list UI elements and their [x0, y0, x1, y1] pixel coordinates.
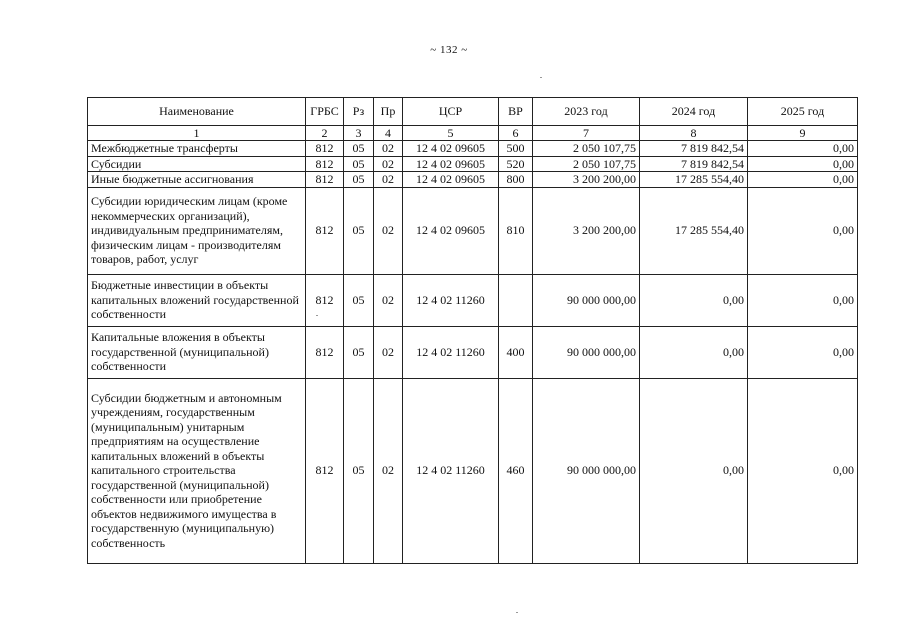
- row-2023: 90 000 000,00: [533, 326, 640, 378]
- table-row: [88, 378, 858, 563]
- column-number: 3: [344, 126, 374, 141]
- row-pr: 02: [374, 378, 403, 563]
- scan-speck: [540, 77, 542, 78]
- row-name: Субсидии юридическим лицам (кроме некоммерческих организаций), индивидуальным предпринимателям, физическим лицам - производителям товаров, работ, услуг: [88, 187, 306, 274]
- column-number: 7: [533, 126, 640, 141]
- row-grbs: 812: [306, 274, 344, 326]
- budget-table: [87, 97, 858, 564]
- header-name: Наименование: [88, 98, 306, 126]
- row-pr: 02: [374, 326, 403, 378]
- row-rz: 05: [344, 141, 374, 157]
- header-csr: ЦСР: [403, 98, 499, 126]
- row-vr: 520: [499, 156, 533, 172]
- row-pr: 02: [374, 187, 403, 274]
- row-2025: 0,00: [748, 274, 858, 326]
- header-rz: Рз: [344, 98, 374, 126]
- row-grbs: 812: [306, 156, 344, 172]
- column-number: 4: [374, 126, 403, 141]
- row-2024: 17 285 554,40: [640, 187, 748, 274]
- row-pr: 02: [374, 141, 403, 157]
- table-row: [88, 187, 858, 274]
- header-2023: 2023 год: [533, 98, 640, 126]
- table-row: [88, 274, 858, 326]
- row-2025: 0,00: [748, 172, 858, 188]
- row-pr: 02: [374, 156, 403, 172]
- row-2023: 3 200 200,00: [533, 172, 640, 188]
- scan-speck: [316, 315, 318, 316]
- row-2025: 0,00: [748, 141, 858, 157]
- row-csr: 12 4 02 11260: [403, 274, 499, 326]
- header-row: [88, 98, 858, 126]
- row-2024: 0,00: [640, 378, 748, 563]
- row-vr: 800: [499, 172, 533, 188]
- row-name: Капитальные вложения в объекты государственной (муниципальной) собственности: [88, 326, 306, 378]
- header-vr: ВР: [499, 98, 533, 126]
- row-vr: [499, 274, 533, 326]
- row-2024: 0,00: [640, 326, 748, 378]
- row-csr: 12 4 02 09605: [403, 156, 499, 172]
- column-number: 5: [403, 126, 499, 141]
- table-row: [88, 326, 858, 378]
- row-2023: 2 050 107,75: [533, 141, 640, 157]
- row-pr: 02: [374, 274, 403, 326]
- row-vr: 400: [499, 326, 533, 378]
- row-csr: 12 4 02 11260: [403, 326, 499, 378]
- row-2023: 90 000 000,00: [533, 274, 640, 326]
- row-csr: 12 4 02 09605: [403, 172, 499, 188]
- column-number: 2: [306, 126, 344, 141]
- column-number: 6: [499, 126, 533, 141]
- row-vr: 810: [499, 187, 533, 274]
- column-number: 9: [748, 126, 858, 141]
- row-pr: 02: [374, 172, 403, 188]
- row-rz: 05: [344, 274, 374, 326]
- header-grbs: ГРБС: [306, 98, 344, 126]
- header-2025: 2025 год: [748, 98, 858, 126]
- row-rz: 05: [344, 187, 374, 274]
- row-name: Субсидии бюджетным и автономным учреждениям, государственным (муниципальным) унитарным предприятиям на осуществление капитальных вложений в объекты капитального строительства государственной (муниципальной) собственности или приобретение объектов недвижимого имущества в государственную (муниципальную) собственность: [88, 378, 306, 563]
- table-row: [88, 141, 858, 157]
- row-name: Иные бюджетные ассигнования: [88, 172, 306, 188]
- row-2024: 17 285 554,40: [640, 172, 748, 188]
- row-2025: 0,00: [748, 156, 858, 172]
- row-2023: 2 050 107,75: [533, 156, 640, 172]
- table-row: [88, 156, 858, 172]
- row-rz: 05: [344, 326, 374, 378]
- row-2023: 90 000 000,00: [533, 378, 640, 563]
- header-pr: Пр: [374, 98, 403, 126]
- row-2025: 0,00: [748, 187, 858, 274]
- page-number: ~ 132 ~: [430, 44, 468, 56]
- row-grbs: 812: [306, 326, 344, 378]
- row-vr: 500: [499, 141, 533, 157]
- row-csr: 12 4 02 11260: [403, 378, 499, 563]
- row-2025: 0,00: [748, 378, 858, 563]
- row-grbs: 812: [306, 141, 344, 157]
- row-rz: 05: [344, 156, 374, 172]
- row-grbs: 812: [306, 187, 344, 274]
- row-csr: 12 4 02 09605: [403, 141, 499, 157]
- row-2023: 3 200 200,00: [533, 187, 640, 274]
- scan-speck: [516, 612, 518, 613]
- row-grbs: 812: [306, 172, 344, 188]
- table-row: [88, 172, 858, 188]
- column-number: 8: [640, 126, 748, 141]
- column-number: 1: [88, 126, 306, 141]
- row-vr: 460: [499, 378, 533, 563]
- row-name: Субсидии: [88, 156, 306, 172]
- row-name: Бюджетные инвестиции в объекты капитальных вложений государственной собственности: [88, 274, 306, 326]
- row-grbs: 812: [306, 378, 344, 563]
- row-2024: 7 819 842,54: [640, 156, 748, 172]
- row-csr: 12 4 02 09605: [403, 187, 499, 274]
- row-rz: 05: [344, 172, 374, 188]
- row-rz: 05: [344, 378, 374, 563]
- row-2025: 0,00: [748, 326, 858, 378]
- row-2024: 7 819 842,54: [640, 141, 748, 157]
- header-2024: 2024 год: [640, 98, 748, 126]
- row-2024: 0,00: [640, 274, 748, 326]
- row-name: Межбюджетные трансферты: [88, 141, 306, 157]
- column-number-row: [88, 126, 858, 141]
